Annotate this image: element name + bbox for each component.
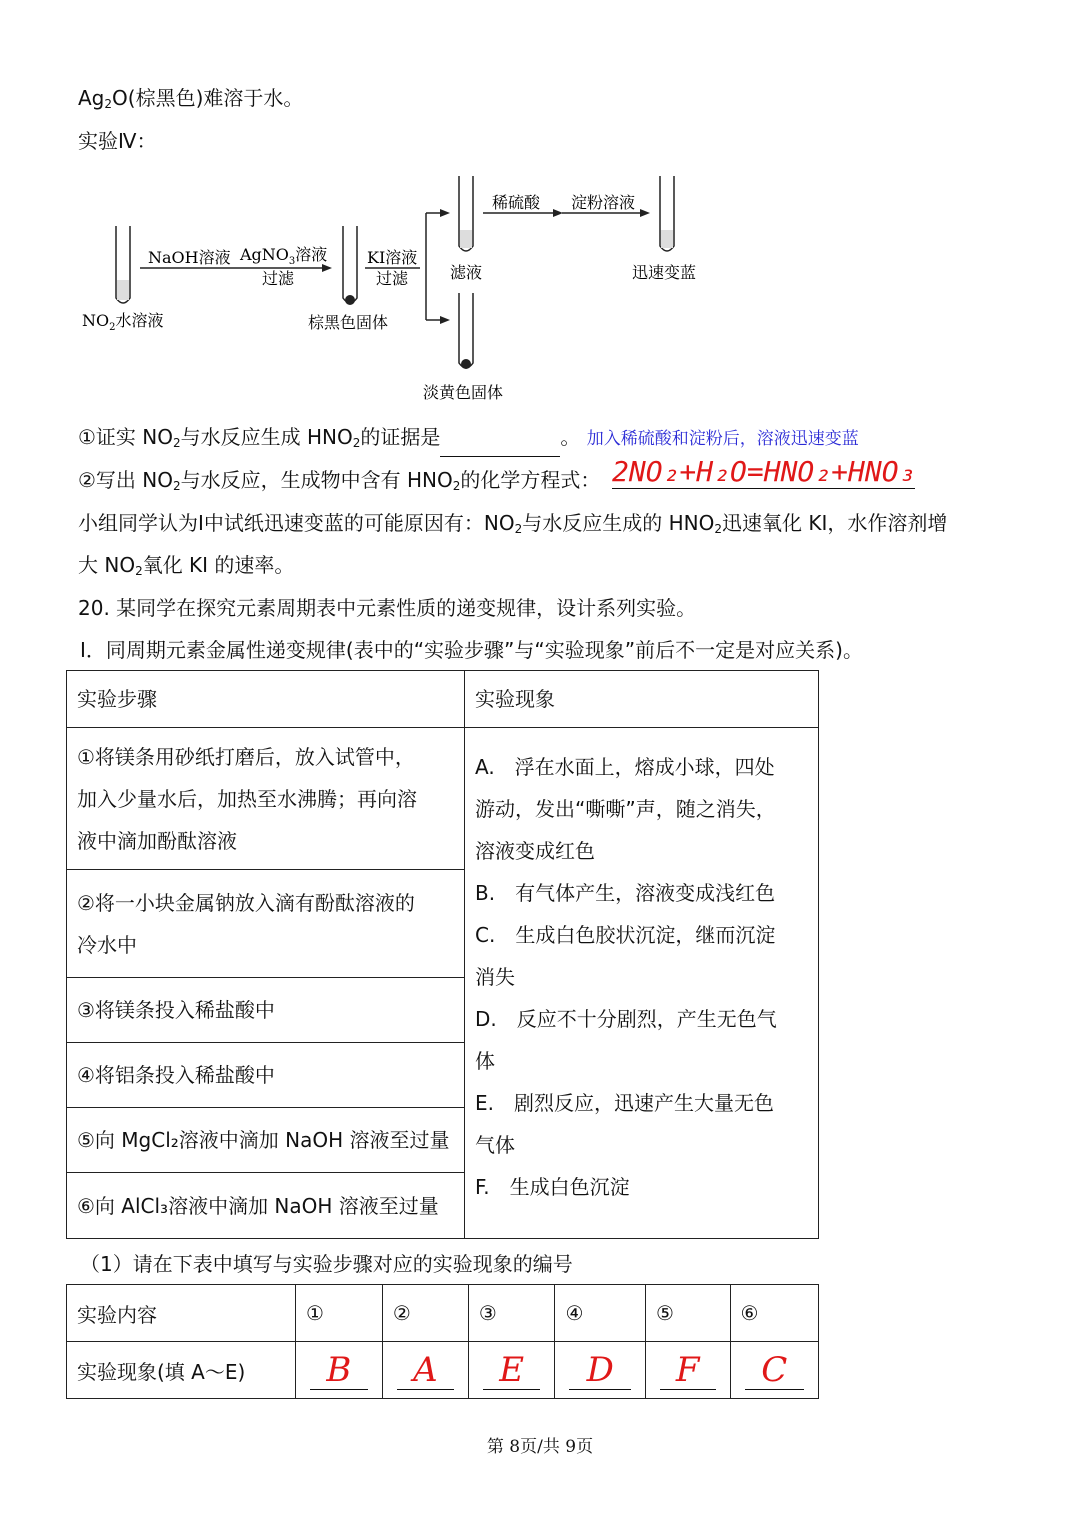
- phenomenon-line: 溶液变成红色: [475, 839, 595, 863]
- arrow1-top-b: AgNO$_3$溶液: [240, 245, 328, 267]
- answer-cell[interactable]: [555, 1342, 645, 1399]
- phenomenon-line: F. 生成白色沉淀: [475, 1175, 630, 1199]
- page-footer: 第 8页/共 9页: [486, 1437, 594, 1457]
- phenomenon-line: 体: [475, 1049, 495, 1073]
- handwritten-answer: D: [569, 1351, 630, 1390]
- step-5: ⑤向 MgCl₂溶液中滴加 NaOH 溶液至过量: [67, 1108, 465, 1173]
- step-6: ⑥向 AlCl₃溶液中滴加 NaOH 溶液至过量: [67, 1173, 465, 1239]
- intro-ag2o-line: $Ag_2O$(棕黑色)难溶于水。: [78, 86, 304, 111]
- handwritten-answer: B: [310, 1351, 368, 1390]
- answer-cell[interactable]: [645, 1342, 730, 1399]
- arrow2-top: KI溶液: [367, 248, 418, 267]
- answer-2-handwritten: 2NO₂+H₂O=HNO₂+HNO₃: [612, 455, 916, 488]
- question-2-line: ②写出 $NO_2$与水反应，生成物中含有 $HNO_2$的化学方程式：: [78, 468, 601, 493]
- answer-table: [66, 1284, 819, 1399]
- step-1: ①将镁条用砂纸打磨后，放入试管中， 加入少量水后，加热至水沸腾；再向溶 液中滴加酚酞溶液: [67, 728, 465, 870]
- diagram-filtrate-label: 滤液: [450, 263, 483, 282]
- answer-blank-1[interactable]: [440, 434, 560, 457]
- note-line-2: 大 $NO_2$氧化 KI 的速率。: [78, 553, 295, 578]
- row-label-content: 实验内容: [67, 1285, 296, 1342]
- col-header: ④: [555, 1285, 645, 1342]
- phenomenon-line: E. 剧烈反应，迅速产生大量无色: [475, 1091, 774, 1115]
- col-header: ③: [468, 1285, 555, 1342]
- col-header: ⑥: [730, 1285, 819, 1342]
- phenomenon-line: 游动，发出“嘶嘶”声，随之消失，: [475, 797, 776, 821]
- header-phenomena: 实验现象: [465, 671, 819, 728]
- phenomenon-line: 消失: [475, 965, 515, 989]
- arrow3-top: 稀硫酸: [492, 193, 541, 212]
- note-line-1: 小组同学认为Ⅰ中试纸迅速变蓝的可能原因有：$NO_2$与水反应生成的 $HNO_2$迅速氧化 KI，水作溶剂增: [78, 511, 948, 536]
- question-20-part1: Ⅰ．同周期元素金属性递变规律(表中的“实验步骤”与“实验现象”前后不一定是对应关系)。: [80, 638, 863, 662]
- experiment-iv-label: 实验Ⅳ：: [78, 129, 157, 153]
- header-steps: 实验步骤: [67, 671, 465, 728]
- diagram-middle-label: 棕黑色固体: [308, 313, 389, 332]
- arrow1-top-a: NaOH溶液: [148, 248, 231, 267]
- arrow1-bottom: 过滤: [262, 269, 295, 288]
- diagram-precip-label: 淡黄色固体: [423, 383, 504, 402]
- col-header: ⑤: [645, 1285, 730, 1342]
- diagram-end-label: 迅速变蓝: [632, 263, 697, 282]
- answer-cell[interactable]: [296, 1342, 383, 1399]
- answer-cell[interactable]: [730, 1342, 819, 1399]
- phenomenon-line: 气体: [475, 1133, 515, 1157]
- question-20-title: 20. 某同学在探究元素周期表中元素性质的递变规律，设计系列实验。: [78, 596, 697, 620]
- question-1-line: ①证实 $NO_2$与水反应生成 $HNO_2$的证据是 。 加入稀硫酸和淀粉后，溶液迅速变蓝: [78, 423, 859, 457]
- sub-question-1: （1）请在下表中填写与实验步骤对应的实验现象的编号: [80, 1252, 573, 1276]
- answer-1-handwritten: 加入稀硫酸和淀粉后，溶液迅速变蓝: [586, 429, 859, 449]
- col-header: ②: [382, 1285, 468, 1342]
- arrow2-bottom: 过滤: [376, 269, 409, 288]
- step-2: ②将一小块金属钠放入滴有酚酞溶液的 冷水中: [67, 870, 465, 978]
- answer-2-area: [612, 455, 915, 489]
- handwritten-answer: F: [660, 1351, 716, 1390]
- phenomenon-line: D. 反应不十分剧烈，产生无色气: [475, 1007, 777, 1031]
- handwritten-answer: A: [397, 1351, 454, 1390]
- step-3: ③将镁条投入稀盐酸中: [67, 978, 465, 1043]
- phenomenon-line: B. 有气体产生，溶液变成浅红色: [475, 881, 776, 905]
- diagram-start-label: $NO_2$水溶液: [82, 311, 164, 333]
- answer-cell[interactable]: [468, 1342, 555, 1399]
- answer-cell[interactable]: [382, 1342, 468, 1399]
- row-label-phenomenon: 实验现象(填 A～E): [67, 1342, 296, 1399]
- step-4: ④将铝条投入稀盐酸中: [67, 1043, 465, 1108]
- phenomenon-line: A. 浮在水面上，熔成小球，四处: [475, 755, 775, 779]
- handwritten-answer: E: [483, 1351, 541, 1390]
- handwritten-answer: C: [745, 1351, 805, 1390]
- arrow4-top: 淀粉溶液: [571, 193, 636, 212]
- steps-phenomena-table: [66, 670, 819, 1239]
- col-header: ①: [296, 1285, 383, 1342]
- phenomena-cell: [465, 728, 819, 1239]
- experiment-diagram: [60, 168, 780, 408]
- phenomenon-line: C. 生成白色胶状沉淀，继而沉淀: [475, 923, 776, 947]
